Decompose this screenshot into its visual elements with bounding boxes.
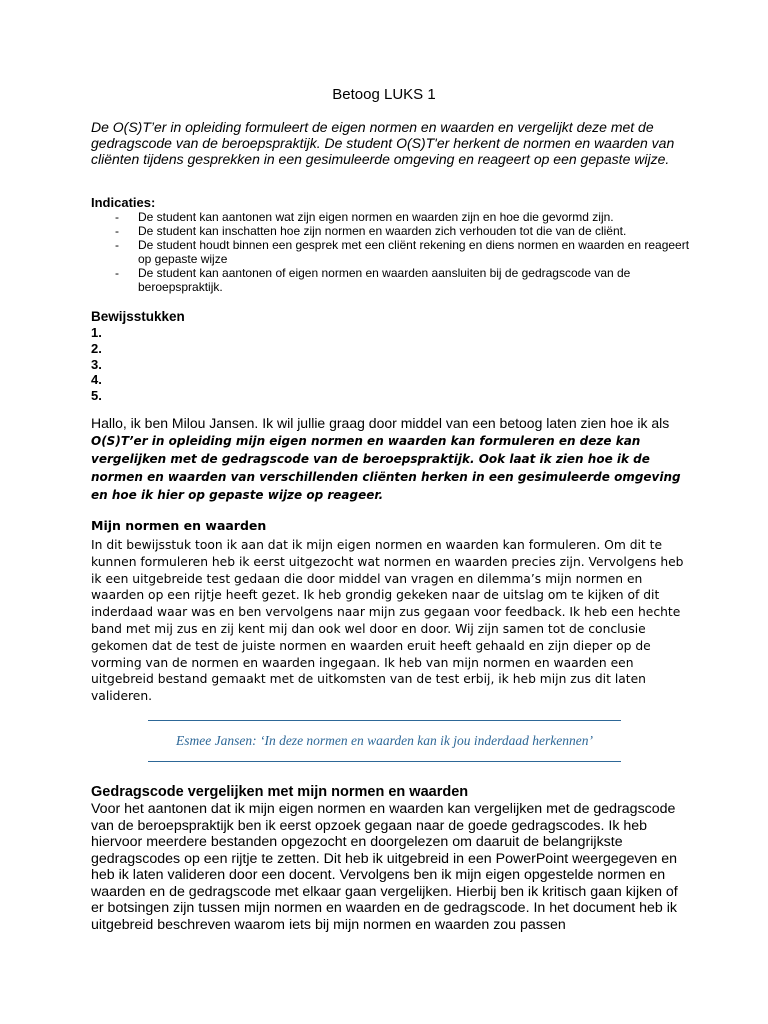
- dash-bullet: -: [115, 224, 119, 238]
- list-item: 2.: [91, 340, 102, 356]
- indicaties-heading: Indicaties:: [91, 195, 156, 210]
- list-item: [91, 224, 691, 238]
- intro-paragraph: De O(S)T’er in opleiding formuleert de eigen normen en waarden en vergelijkt deze met de gedragscode van de beroepspraktijk. De student O(S)T'er herkent de normen en waarden van cliënten tijdens gesprekken in een gesimuleerde omgeving en reageert op een gepaste wijze.: [91, 119, 675, 168]
- mijn-normen-body: In dit bewijsstuk toon ik aan dat ik mijn eigen normen en waarden kan formuleren. Om dit te kunnen formuleren heb ik eerst uitgezocht wat normen en waarden precies zijn. Vervolgens heb ik een uitgebreide test gedaan die door middel van vragen en dilemma’s mijn normen en waarden op een rijtje heeft gezet. Ik heb grondig gekeken naar de uitslag om te kijken of dit inderdaad waar was en ben vervolgens naar mijn zus gegaan voor feedback. Ik heb een hechte band met mij zus en zij kent mij dan ook wel door en door. Wij zijn samen tot de conclusie gekomen dat de test de juiste normen en waarden eruit heeft gehaald en zijn dieper op de vorming van de normen en waarden ingegaan. Ik heb van mijn normen en waarden een uitgebreid bestand gemaakt met de uitkomsten van de test erbij, ik heb mijn zus dit laten valideren.: [91, 538, 684, 704]
- mijn-normen-heading: Mijn normen en waarden: [91, 518, 267, 533]
- indicaties-list: [91, 210, 691, 294]
- quote-top-rule: [148, 720, 621, 721]
- list-item: 1.: [91, 325, 102, 340]
- list-item: 4.: [91, 372, 102, 388]
- list-item: [91, 238, 691, 266]
- gedragscode-heading: Gedragscode vergelijken met mijn normen en waarden: [91, 784, 469, 800]
- gedragscode-body: Voor het aantonen dat ik mijn eigen normen en waarden kan vergelijken met de gedragscode van de beroepspraktijk ben ik eerst opzoek gegaan naar de goede gedragscodes. Ik heb hiervoor meerdere bestanden opgezocht en doorgelezen om daaruit de belangrijkste gedragscodes op een rijtje te zetten. Dit heb ik uitgebreid in een PowerPoint weergegeven en heb ik laten valideren door een docent. Vervolgens ben ik mijn eigen opgestelde normen en waarden en de gedragscode met elkaar gaan vergelijken. Hierbij ben ik kritisch gaan kijken of er botsingen zijn tussen mijn normen en waarden en de gedragscode. In het document heb ik uitgebreid beschreven waarom iets bij mijn normen en waarden zou passen: [91, 801, 678, 933]
- bewijsstukken-heading: Bewijsstukken: [91, 309, 185, 324]
- list-item: 5.: [91, 388, 102, 404]
- quote-bottom-rule: [148, 761, 621, 762]
- dash-bullet: -: [115, 210, 119, 224]
- introduction-paragraph: [91, 415, 691, 504]
- dash-bullet: -: [115, 238, 119, 252]
- introduction-emphasis-text: O(S)T’er in opleiding mijn eigen normen en waarden kan formuleren en deze kan vergelijken met de gedragscode van de beroepspraktijk. Ook laat ik zien hoe ik de normen en waarden van verschillenden cliënten herken in een gesimuleerde omgeving en hoe ik hier op gepaste wijze op reageer.: [91, 434, 681, 502]
- list-item-text: De student kan inschatten hoe zijn normen en waarden zich verhouden tot die van de cliënt.: [138, 224, 627, 238]
- list-item-text: De student houdt binnen een gesprek met een cliënt rekening en diens normen en waarden en reageert op gepaste wijze: [138, 238, 690, 266]
- introduction-plain-text: Hallo, ik ben Milou Jansen. Ik wil jullie graag door middel van een betoog laten zien hoe ik als: [91, 415, 670, 431]
- list-item: [91, 266, 691, 294]
- list-item-text: De student kan aantonen wat zijn eigen normen en waarden zijn en hoe die gevormd zijn.: [138, 210, 614, 224]
- list-item-text: De student kan aantonen of eigen normen en waarden aansluiten bij de gedragscode van de beroepspraktijk.: [138, 266, 631, 294]
- document-title: Betoog LUKS 1: [332, 86, 436, 103]
- bewijsstukken-list: [91, 325, 102, 404]
- list-item: [91, 210, 691, 224]
- quote-text: Esmee Jansen: ‘In deze normen en waarden kan ik jou inderdaad herkennen’: [175, 733, 593, 748]
- dash-bullet: -: [115, 266, 119, 280]
- list-item: 3.: [91, 356, 102, 372]
